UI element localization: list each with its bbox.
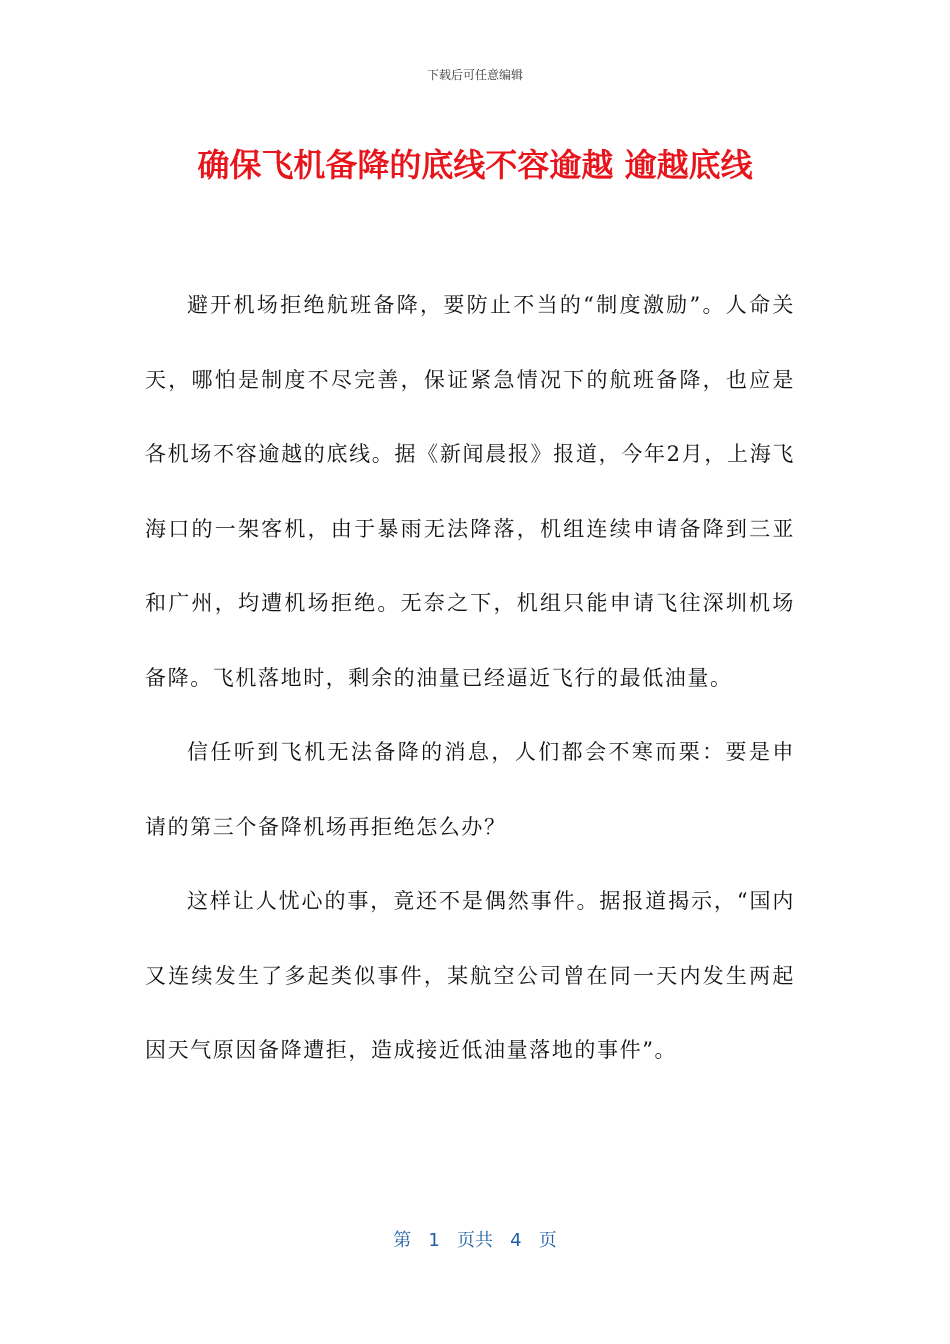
paragraph: 信任听到飞机无法备降的消息，人们都会不寒而栗：要是申请的第三个备降机场再拒绝怎么办？ (145, 740, 795, 839)
document-body (145, 268, 795, 1088)
current-page-number: 1 (428, 1230, 440, 1251)
page-suffix: 页 (538, 1230, 557, 1251)
document-title: 确保飞机备降的底线不容逾越 逾越底线 (197, 146, 753, 184)
header-note: 下载后可任意编辑 (426, 68, 523, 82)
page-prefix: 第 (393, 1230, 412, 1251)
total-pages-number: 4 (510, 1230, 522, 1251)
page-mid: 页共 (457, 1230, 493, 1251)
paragraph: 这样让人忧心的事，竟还不是偶然事件。据报道揭示，“国内又连续发生了多起类似事件，某航空公司曾在同一天内发生两起因天气原因备降遭拒，造成接近低油量落地的事件”。 (145, 889, 795, 1062)
page-footer (0, 1226, 950, 1252)
paragraph: 避开机场拒绝航班备降，要防止不当的“制度激励”。人命关天，哪怕是制度不尽完善，保证紧急情况下的航班备降，也应是各机场不容逾越的底线。据《新闻晨报》报道，今年2月，上海飞海口的一架客机，由于暴雨无法降落，机组连续申请备降到三亚和广州，均遭机场拒绝。无奈之下，机组只能申请飞往深圳机场备降。飞机落地时，剩余的油量已经逼近飞行的最低油量。 (145, 293, 795, 690)
